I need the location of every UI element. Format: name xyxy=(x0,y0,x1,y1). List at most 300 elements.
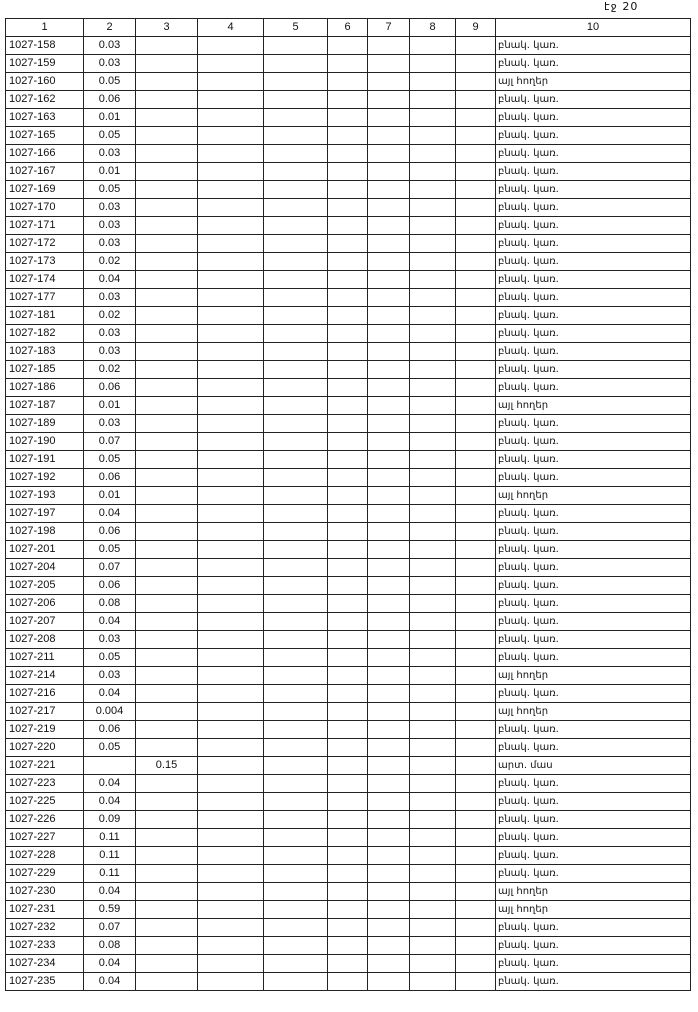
parcel-id-cell: 1027-220 xyxy=(6,739,84,757)
area-col3-cell xyxy=(136,595,198,613)
empty-cell xyxy=(368,613,410,631)
parcel-id-cell: 1027-182 xyxy=(6,325,84,343)
empty-cell xyxy=(410,883,456,901)
header-row xyxy=(6,19,691,37)
empty-cell xyxy=(368,55,410,73)
empty-cell xyxy=(198,37,264,55)
area-col3-cell xyxy=(136,559,198,577)
parcel-id-cell: 1027-206 xyxy=(6,595,84,613)
empty-cell xyxy=(410,91,456,109)
empty-cell xyxy=(264,253,328,271)
area-cell: 0.06 xyxy=(84,379,136,397)
empty-cell xyxy=(456,217,496,235)
empty-cell xyxy=(198,541,264,559)
empty-cell xyxy=(456,613,496,631)
empty-cell xyxy=(410,271,456,289)
empty-cell xyxy=(264,865,328,883)
empty-cell xyxy=(456,577,496,595)
empty-cell xyxy=(264,811,328,829)
empty-cell xyxy=(264,325,328,343)
parcel-id-cell: 1027-214 xyxy=(6,667,84,685)
land-use-cell: բնակ. կառ. xyxy=(496,685,691,703)
area-cell xyxy=(84,757,136,775)
empty-cell xyxy=(456,955,496,973)
land-use-cell: բնակ. կառ. xyxy=(496,523,691,541)
empty-cell xyxy=(456,325,496,343)
empty-cell xyxy=(198,739,264,757)
empty-cell xyxy=(328,127,368,145)
parcel-id-cell: 1027-160 xyxy=(6,73,84,91)
land-use-cell: բնակ. կառ. xyxy=(496,55,691,73)
area-cell: 0.03 xyxy=(84,631,136,649)
empty-cell xyxy=(368,379,410,397)
area-cell: 0.06 xyxy=(84,577,136,595)
area-col3-cell xyxy=(136,505,198,523)
empty-cell xyxy=(410,613,456,631)
table-row xyxy=(6,361,691,379)
empty-cell xyxy=(368,415,410,433)
land-use-cell: բնակ. կառ. xyxy=(496,181,691,199)
empty-cell xyxy=(328,937,368,955)
empty-cell xyxy=(264,775,328,793)
parcel-id-cell: 1027-190 xyxy=(6,433,84,451)
area-cell: 0.02 xyxy=(84,361,136,379)
empty-cell xyxy=(264,217,328,235)
empty-cell xyxy=(456,361,496,379)
area-cell: 0.03 xyxy=(84,145,136,163)
empty-cell xyxy=(456,181,496,199)
empty-cell xyxy=(328,775,368,793)
table-row xyxy=(6,865,691,883)
table-row xyxy=(6,253,691,271)
empty-cell xyxy=(410,595,456,613)
column-header: 10 xyxy=(496,19,691,37)
empty-cell xyxy=(328,145,368,163)
empty-cell xyxy=(456,397,496,415)
empty-cell xyxy=(328,811,368,829)
parcel-id-cell: 1027-198 xyxy=(6,523,84,541)
empty-cell xyxy=(368,199,410,217)
empty-cell xyxy=(328,181,368,199)
land-use-cell: բնակ. կառ. xyxy=(496,541,691,559)
area-col3-cell: 0.15 xyxy=(136,757,198,775)
empty-cell xyxy=(198,937,264,955)
area-cell: 0.01 xyxy=(84,487,136,505)
empty-cell xyxy=(198,235,264,253)
empty-cell xyxy=(456,109,496,127)
area-col3-cell xyxy=(136,163,198,181)
column-header: 9 xyxy=(456,19,496,37)
empty-cell xyxy=(410,847,456,865)
empty-cell xyxy=(264,91,328,109)
empty-cell xyxy=(198,163,264,181)
empty-cell xyxy=(410,901,456,919)
empty-cell xyxy=(368,919,410,937)
empty-cell xyxy=(456,55,496,73)
area-col3-cell xyxy=(136,271,198,289)
area-cell: 0.05 xyxy=(84,181,136,199)
land-use-cell: բնակ. կառ. xyxy=(496,559,691,577)
empty-cell xyxy=(328,631,368,649)
empty-cell xyxy=(456,163,496,181)
empty-cell xyxy=(368,703,410,721)
parcel-id-cell: 1027-159 xyxy=(6,55,84,73)
empty-cell xyxy=(368,577,410,595)
empty-cell xyxy=(410,55,456,73)
parcel-id-cell: 1027-183 xyxy=(6,343,84,361)
empty-cell xyxy=(198,865,264,883)
empty-cell xyxy=(198,685,264,703)
empty-cell xyxy=(410,577,456,595)
land-use-cell: բնակ. կառ. xyxy=(496,505,691,523)
empty-cell xyxy=(368,865,410,883)
empty-cell xyxy=(328,361,368,379)
parcel-id-cell: 1027-205 xyxy=(6,577,84,595)
empty-cell xyxy=(410,685,456,703)
table-row xyxy=(6,847,691,865)
land-use-cell: բնակ. կառ. xyxy=(496,199,691,217)
table-row xyxy=(6,829,691,847)
table-row xyxy=(6,883,691,901)
parcel-id-cell: 1027-169 xyxy=(6,181,84,199)
table-row xyxy=(6,667,691,685)
empty-cell xyxy=(368,37,410,55)
empty-cell xyxy=(456,829,496,847)
area-cell: 0.07 xyxy=(84,559,136,577)
empty-cell xyxy=(368,487,410,505)
empty-cell xyxy=(368,235,410,253)
empty-cell xyxy=(198,595,264,613)
land-use-cell: բնակ. կառ. xyxy=(496,919,691,937)
empty-cell xyxy=(410,343,456,361)
empty-cell xyxy=(410,829,456,847)
empty-cell xyxy=(264,271,328,289)
empty-cell xyxy=(456,379,496,397)
page-number: էջ 20 xyxy=(604,0,639,13)
parcel-id-cell: 1027-231 xyxy=(6,901,84,919)
empty-cell xyxy=(328,919,368,937)
empty-cell xyxy=(456,775,496,793)
empty-cell xyxy=(198,613,264,631)
land-use-cell: բնակ. կառ. xyxy=(496,343,691,361)
empty-cell xyxy=(410,667,456,685)
empty-cell xyxy=(328,523,368,541)
empty-cell xyxy=(198,433,264,451)
column-header: 8 xyxy=(410,19,456,37)
empty-cell xyxy=(264,361,328,379)
empty-cell xyxy=(264,199,328,217)
empty-cell xyxy=(264,433,328,451)
empty-cell xyxy=(368,649,410,667)
empty-cell xyxy=(456,847,496,865)
empty-cell xyxy=(264,757,328,775)
area-col3-cell xyxy=(136,199,198,217)
area-cell: 0.04 xyxy=(84,973,136,991)
land-use-cell: բնակ. կառ. xyxy=(496,631,691,649)
empty-cell xyxy=(328,235,368,253)
empty-cell xyxy=(368,433,410,451)
empty-cell xyxy=(328,469,368,487)
parcel-id-cell: 1027-173 xyxy=(6,253,84,271)
area-cell: 0.11 xyxy=(84,865,136,883)
empty-cell xyxy=(410,433,456,451)
land-use-cell: բնակ. կառ. xyxy=(496,739,691,757)
empty-cell xyxy=(198,901,264,919)
empty-cell xyxy=(410,793,456,811)
parcel-id-cell: 1027-217 xyxy=(6,703,84,721)
area-col3-cell xyxy=(136,73,198,91)
empty-cell xyxy=(328,883,368,901)
empty-cell xyxy=(368,955,410,973)
area-cell: 0.05 xyxy=(84,451,136,469)
empty-cell xyxy=(328,163,368,181)
empty-cell xyxy=(198,145,264,163)
empty-cell xyxy=(264,937,328,955)
area-col3-cell xyxy=(136,901,198,919)
empty-cell xyxy=(368,343,410,361)
area-cell: 0.03 xyxy=(84,415,136,433)
empty-cell xyxy=(410,73,456,91)
empty-cell xyxy=(198,667,264,685)
empty-cell xyxy=(198,271,264,289)
table-row xyxy=(6,901,691,919)
area-cell: 0.03 xyxy=(84,199,136,217)
area-cell: 0.05 xyxy=(84,541,136,559)
empty-cell xyxy=(368,289,410,307)
empty-cell xyxy=(410,559,456,577)
empty-cell xyxy=(328,613,368,631)
empty-cell xyxy=(368,181,410,199)
empty-cell xyxy=(368,757,410,775)
parcel-id-cell: 1027-219 xyxy=(6,721,84,739)
table-row xyxy=(6,163,691,181)
table-row xyxy=(6,289,691,307)
empty-cell xyxy=(410,541,456,559)
area-cell: 0.07 xyxy=(84,919,136,937)
area-col3-cell xyxy=(136,415,198,433)
empty-cell xyxy=(456,865,496,883)
land-use-cell: բնակ. կառ. xyxy=(496,595,691,613)
table-row xyxy=(6,325,691,343)
empty-cell xyxy=(328,379,368,397)
empty-cell xyxy=(368,937,410,955)
empty-cell xyxy=(198,505,264,523)
empty-cell xyxy=(198,397,264,415)
empty-cell xyxy=(410,253,456,271)
area-cell: 0.05 xyxy=(84,739,136,757)
empty-cell xyxy=(456,811,496,829)
empty-cell xyxy=(264,793,328,811)
empty-cell xyxy=(368,631,410,649)
empty-cell xyxy=(328,505,368,523)
table-row xyxy=(6,577,691,595)
empty-cell xyxy=(328,415,368,433)
empty-cell xyxy=(264,649,328,667)
empty-cell xyxy=(198,415,264,433)
land-use-cell: բնակ. կառ. xyxy=(496,451,691,469)
empty-cell xyxy=(328,109,368,127)
table-row xyxy=(6,523,691,541)
empty-cell xyxy=(328,433,368,451)
table-row xyxy=(6,415,691,433)
area-col3-cell xyxy=(136,883,198,901)
empty-cell xyxy=(456,199,496,217)
empty-cell xyxy=(456,901,496,919)
empty-cell xyxy=(368,667,410,685)
area-col3-cell xyxy=(136,37,198,55)
empty-cell xyxy=(264,505,328,523)
empty-cell xyxy=(264,451,328,469)
empty-cell xyxy=(198,181,264,199)
parcel-id-cell: 1027-216 xyxy=(6,685,84,703)
land-use-cell: բնակ. կառ. xyxy=(496,109,691,127)
empty-cell xyxy=(456,505,496,523)
area-col3-cell xyxy=(136,55,198,73)
empty-cell xyxy=(368,217,410,235)
empty-cell xyxy=(368,271,410,289)
empty-cell xyxy=(410,505,456,523)
empty-cell xyxy=(410,631,456,649)
parcel-id-cell: 1027-167 xyxy=(6,163,84,181)
land-use-cell: այլ հողեր xyxy=(496,703,691,721)
empty-cell xyxy=(456,145,496,163)
parcel-id-cell: 1027-230 xyxy=(6,883,84,901)
parcel-id-cell: 1027-162 xyxy=(6,91,84,109)
table-row xyxy=(6,793,691,811)
empty-cell xyxy=(198,379,264,397)
empty-cell xyxy=(410,811,456,829)
empty-cell xyxy=(368,469,410,487)
table-row xyxy=(6,37,691,55)
area-col3-cell xyxy=(136,703,198,721)
empty-cell xyxy=(328,37,368,55)
area-col3-cell xyxy=(136,631,198,649)
empty-cell xyxy=(328,649,368,667)
area-col3-cell xyxy=(136,865,198,883)
area-col3-cell xyxy=(136,307,198,325)
empty-cell xyxy=(456,73,496,91)
empty-cell xyxy=(198,451,264,469)
table-row xyxy=(6,973,691,991)
empty-cell xyxy=(264,415,328,433)
table-row xyxy=(6,505,691,523)
empty-cell xyxy=(264,541,328,559)
area-cell: 0.04 xyxy=(84,505,136,523)
empty-cell xyxy=(198,127,264,145)
empty-cell xyxy=(456,343,496,361)
empty-cell xyxy=(368,559,410,577)
area-cell: 0.03 xyxy=(84,325,136,343)
area-cell: 0.08 xyxy=(84,937,136,955)
area-col3-cell xyxy=(136,829,198,847)
empty-cell xyxy=(368,73,410,91)
empty-cell xyxy=(456,559,496,577)
area-col3-cell xyxy=(136,541,198,559)
empty-cell xyxy=(264,559,328,577)
parcel-id-cell: 1027-204 xyxy=(6,559,84,577)
table-row xyxy=(6,145,691,163)
empty-cell xyxy=(368,901,410,919)
area-cell: 0.06 xyxy=(84,469,136,487)
table-row xyxy=(6,811,691,829)
empty-cell xyxy=(264,343,328,361)
area-col3-cell xyxy=(136,937,198,955)
parcel-id-cell: 1027-181 xyxy=(6,307,84,325)
parcel-id-cell: 1027-158 xyxy=(6,37,84,55)
table-row xyxy=(6,109,691,127)
area-cell: 0.09 xyxy=(84,811,136,829)
table-row xyxy=(6,685,691,703)
land-use-cell: արտ. մաս xyxy=(496,757,691,775)
table-row xyxy=(6,775,691,793)
table-row xyxy=(6,73,691,91)
empty-cell xyxy=(328,955,368,973)
empty-cell xyxy=(368,451,410,469)
area-col3-cell xyxy=(136,739,198,757)
land-use-cell: բնակ. կառ. xyxy=(496,937,691,955)
empty-cell xyxy=(264,919,328,937)
area-col3-cell xyxy=(136,379,198,397)
table-row xyxy=(6,721,691,739)
area-cell: 0.03 xyxy=(84,37,136,55)
area-col3-cell xyxy=(136,793,198,811)
empty-cell xyxy=(368,829,410,847)
empty-cell xyxy=(410,451,456,469)
land-use-cell: բնակ. կառ. xyxy=(496,361,691,379)
empty-cell xyxy=(264,397,328,415)
empty-cell xyxy=(456,253,496,271)
land-use-cell: բնակ. կառ. xyxy=(496,163,691,181)
empty-cell xyxy=(410,163,456,181)
empty-cell xyxy=(410,523,456,541)
area-cell: 0.03 xyxy=(84,235,136,253)
land-use-cell: բնակ. կառ. xyxy=(496,955,691,973)
area-col3-cell xyxy=(136,289,198,307)
land-use-cell: բնակ. կառ. xyxy=(496,379,691,397)
area-col3-cell xyxy=(136,235,198,253)
empty-cell xyxy=(264,901,328,919)
table-row xyxy=(6,235,691,253)
parcel-id-cell: 1027-171 xyxy=(6,217,84,235)
parcel-id-cell: 1027-207 xyxy=(6,613,84,631)
area-col3-cell xyxy=(136,649,198,667)
empty-cell xyxy=(410,649,456,667)
area-col3-cell xyxy=(136,253,198,271)
area-col3-cell xyxy=(136,613,198,631)
empty-cell xyxy=(328,577,368,595)
parcel-id-cell: 1027-174 xyxy=(6,271,84,289)
empty-cell xyxy=(368,505,410,523)
empty-cell xyxy=(368,397,410,415)
empty-cell xyxy=(456,271,496,289)
area-col3-cell xyxy=(136,721,198,739)
land-use-cell: բնակ. կառ. xyxy=(496,307,691,325)
table-row xyxy=(6,541,691,559)
land-use-cell: բնակ. կառ. xyxy=(496,127,691,145)
empty-cell xyxy=(328,307,368,325)
empty-cell xyxy=(198,649,264,667)
parcel-id-cell: 1027-165 xyxy=(6,127,84,145)
empty-cell xyxy=(328,559,368,577)
area-cell: 0.06 xyxy=(84,721,136,739)
empty-cell xyxy=(456,127,496,145)
empty-cell xyxy=(264,487,328,505)
empty-cell xyxy=(264,577,328,595)
land-use-cell: բնակ. կառ. xyxy=(496,829,691,847)
table-row xyxy=(6,271,691,289)
area-cell: 0.01 xyxy=(84,397,136,415)
empty-cell xyxy=(264,667,328,685)
